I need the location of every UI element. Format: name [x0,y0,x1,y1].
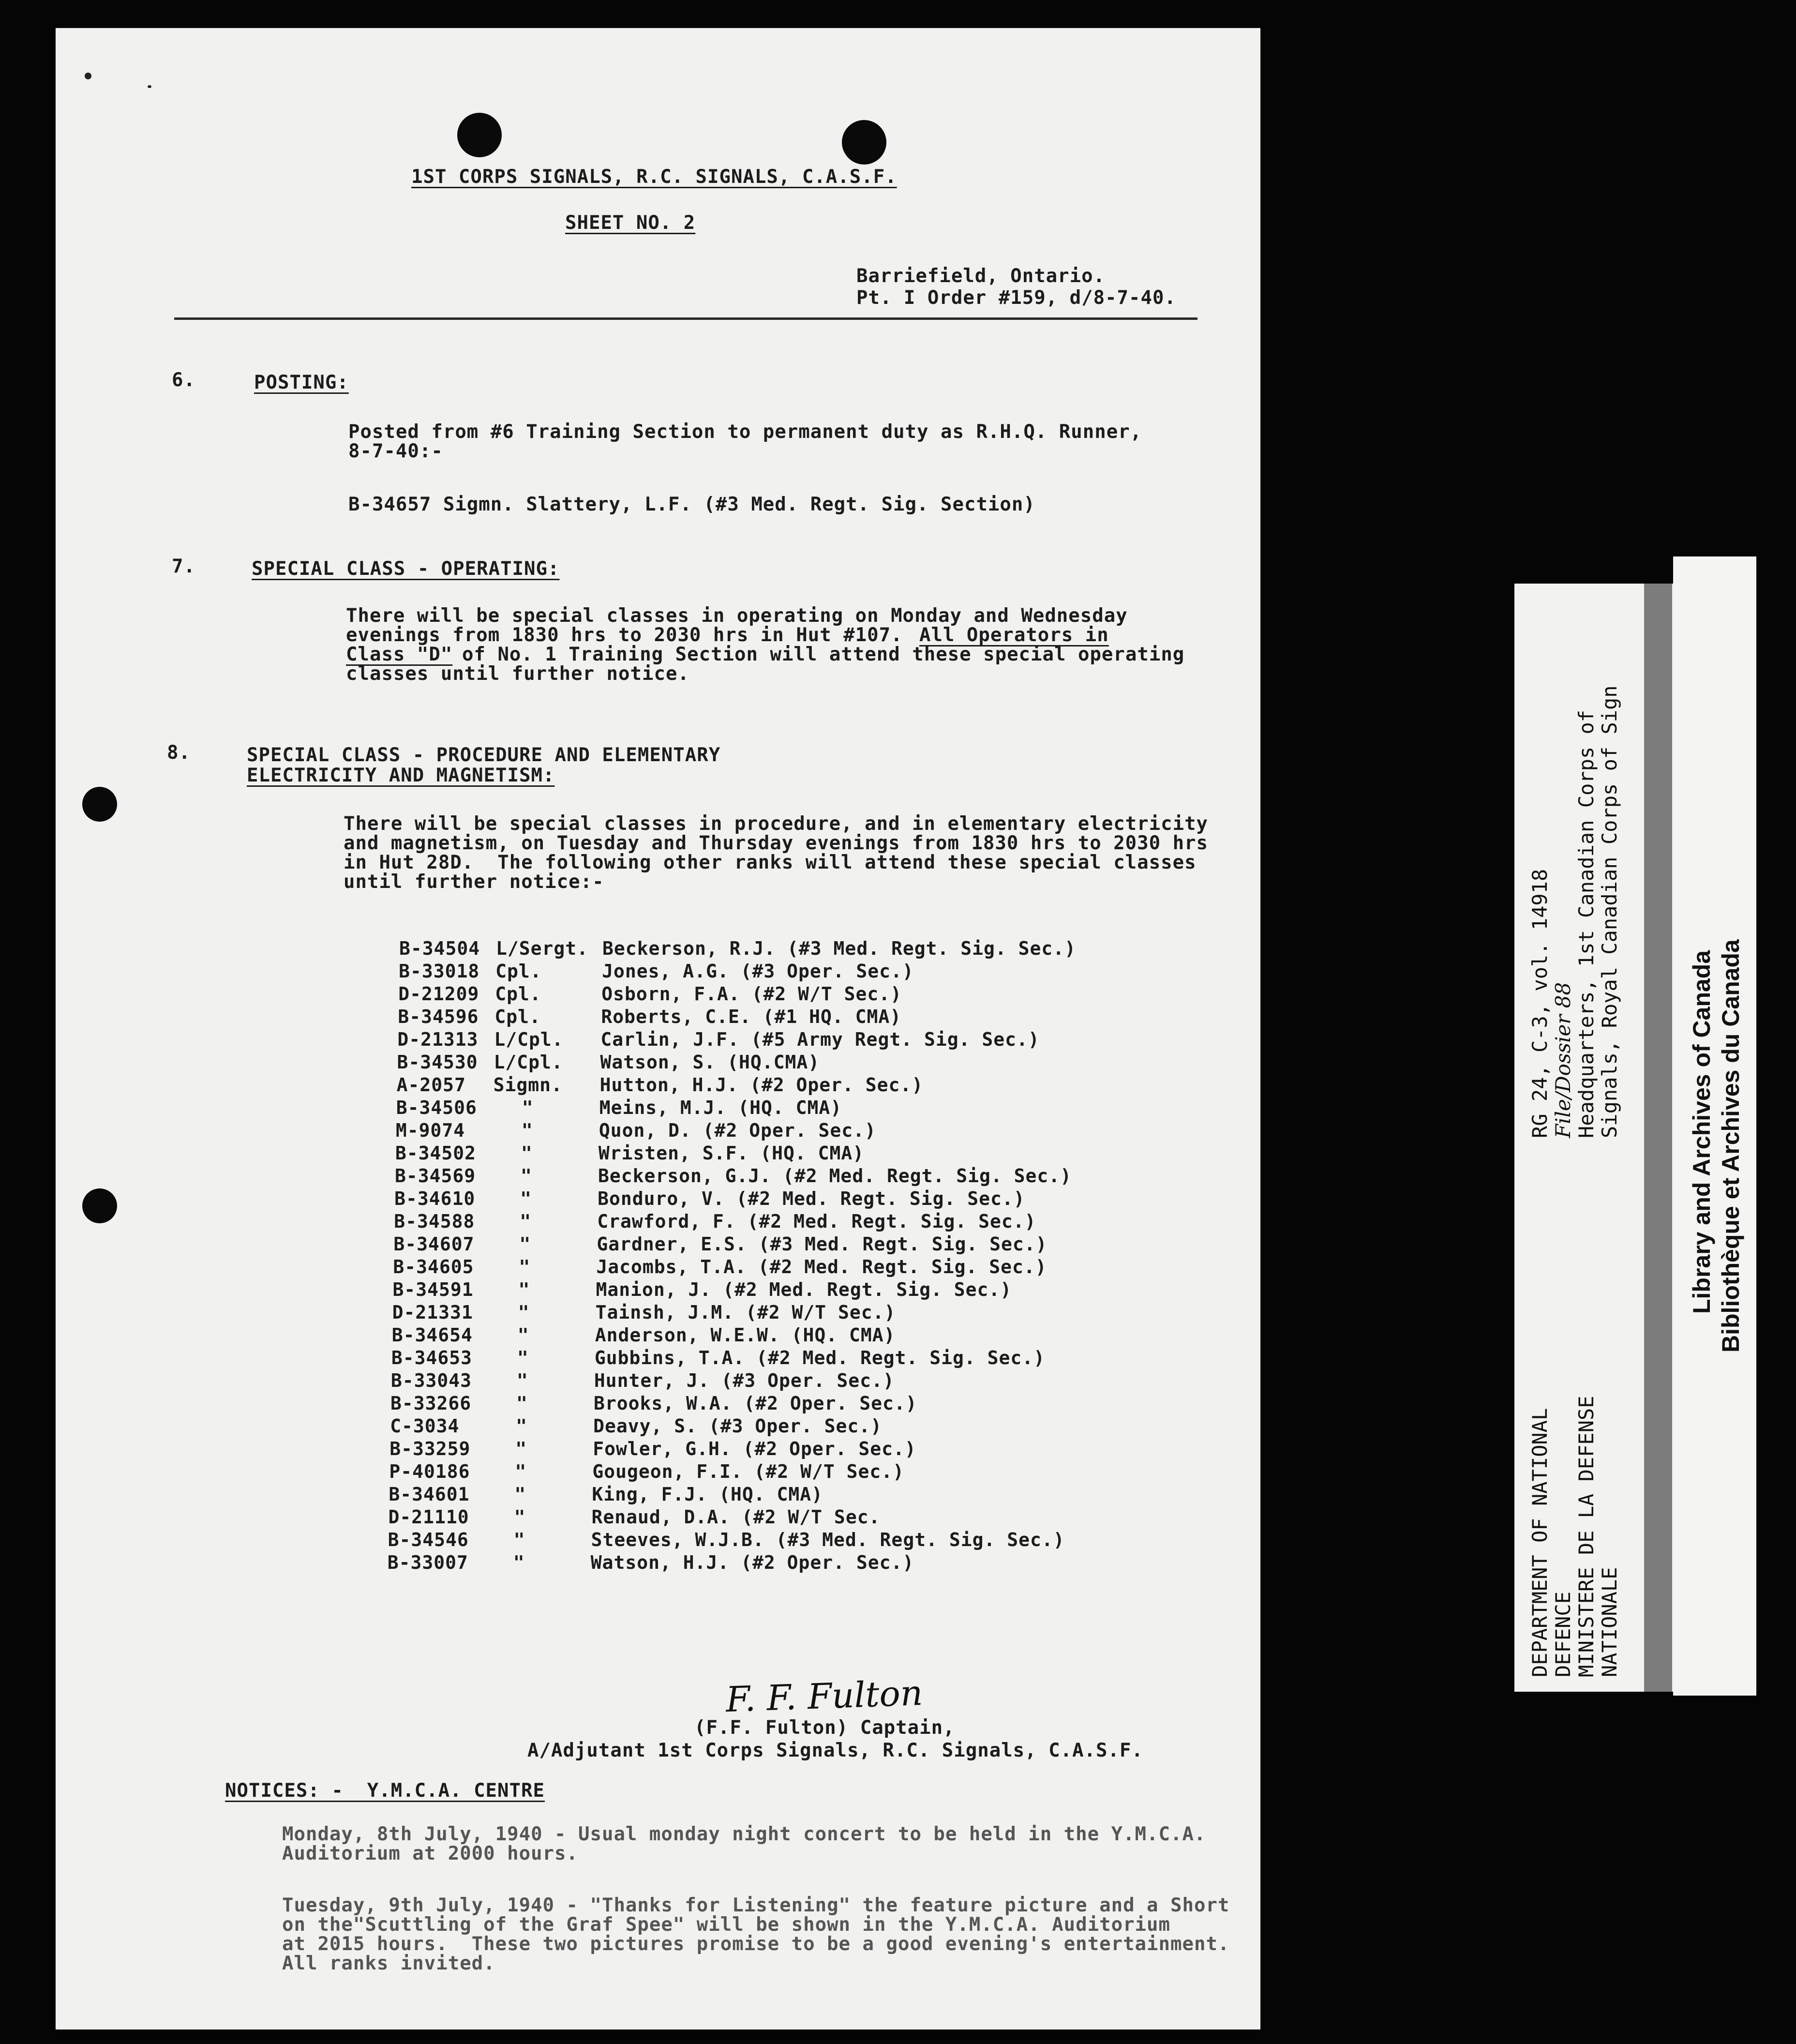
roster-rank: " [518,1279,530,1300]
roster-rank: Cpl. [495,983,541,1005]
roster-name: Renaud, D.A. (#2 W/T Sec. [591,1506,881,1528]
section-6-line-2: 8-7-40:- [348,440,443,462]
roster-service-number: B-33007 [387,1552,468,1573]
roster-rank: " [514,1484,526,1505]
document-sheet [56,28,1260,2029]
section-6-title: POSTING: [254,372,349,393]
roster-name: Meins, M.J. (HQ. CMA) [599,1097,842,1118]
roster-name: King, F.J. (HQ. CMA) [592,1484,823,1505]
roster-rank: " [520,1188,532,1209]
roster-name: Deavy, S. (#3 Oper. Sec.) [593,1415,883,1437]
roster-service-number: B-34596 [398,1006,479,1027]
roster-rank: Sigmn. [493,1074,563,1096]
roster-rank: L/Cpl. [494,1052,563,1073]
roster-name: Anderson, W.E.W. (HQ. CMA) [595,1324,896,1346]
sheet-number: SHEET NO. 2 [565,212,696,234]
roster-name: Quon, D. (#2 Oper. Sec.) [599,1120,876,1141]
roster-service-number: C-3034 [390,1415,460,1437]
section-6-number: 6. [172,369,195,391]
roster-name: Jacombs, T.A. (#2 Med. Regt. Sig. Sec.) [596,1256,1047,1278]
ink-speck [148,85,151,88]
signatory-title: A/Adjutant 1st Corps Signals, R.C. Signals, C.A.S.F. [527,1740,1143,1761]
description-line-2: Signals, Royal Canadian Corps of Sign [1598,685,1621,1138]
roster-name: Hutton, H.J. (#2 Oper. Sec.) [599,1074,924,1096]
section-8-title-b: ELECTRICITY AND MAGNETISM: [247,765,555,786]
roster-service-number: B-33259 [389,1438,471,1459]
roster-name: Beckerson, G.J. (#2 Med. Regt. Sig. Sec.) [598,1165,1072,1187]
section-6-line-1: Posted from #6 Training Section to permanent duty as R.H.Q. Runner, [348,421,1142,443]
section-7-underlined-a: All Operators in [919,624,1109,646]
roster-service-number: M-9074 [395,1120,465,1141]
roster-rank: " [516,1415,527,1437]
lac-french: Bibliothèque et Archives du Canada [1717,939,1744,1353]
punch-hole [82,1188,117,1223]
roster-rank: " [513,1552,525,1573]
roster-rank: Cpl. [494,1006,541,1027]
handwritten-signature: F. F. Fulton [725,1672,924,1720]
section-7-title: SPECIAL CLASS - OPERATING: [252,558,560,580]
lac-label [1673,556,1756,1696]
notice-1-line-2: Auditorium at 2000 hours. [282,1843,578,1864]
ink-speck [85,73,91,79]
notice-1-line-1: Monday, 8th July, 1940 - Usual monday night concert to be held in the Y.M.C.A. [282,1823,1206,1845]
section-6-entry: B-34657 Sigmn. Slattery, L.F. (#3 Med. Regt. Sig. Section) [348,494,1035,515]
roster-name: Watson, S. (HQ.CMA) [600,1052,820,1073]
roster-rank: " [522,1097,534,1118]
roster-rank: " [518,1302,530,1323]
roster-name: Watson, H.J. (#2 Oper. Sec.) [590,1552,914,1573]
section-7-underlined-b: Class "D" [346,644,453,665]
roster-service-number: B-34591 [392,1279,474,1300]
roster-service-number: B-34653 [391,1347,472,1368]
roster-service-number: B-34605 [393,1256,474,1278]
section-8-number: 8. [167,742,191,764]
section-7-line-2: evenings from 1830 hrs to 2030 hrs in Hut #107. [346,624,903,646]
department-line-3: MINISTERE DE LA DEFENSE [1574,1396,1598,1677]
roster-service-number: D-21209 [398,983,479,1005]
order-reference: Pt. I Order #159, d/8-7-40. [856,287,1176,309]
roster-rank: " [519,1233,531,1255]
roster-rank: " [517,1347,529,1368]
notice-2-line-4: All ranks invited. [282,1953,495,1974]
roster-rank: Cpl. [495,961,542,982]
roster-name: Beckerson, R.J. (#3 Med. Regt. Sig. Sec.) [602,938,1076,959]
roster-name: Osborn, F.A. (#2 W/T Sec.) [601,983,902,1005]
roster-service-number: B-33266 [390,1393,472,1414]
roster-service-number: D-21313 [397,1029,479,1050]
roster-rank: " [521,1120,533,1141]
roster-rank: L/Sergt. [496,938,589,959]
unit-heading: 1ST CORPS SIGNALS, R.C. SIGNALS, C.A.S.F. [411,166,897,188]
section-8-title-a: SPECIAL CLASS - PROCEDURE AND ELEMENTARY [247,744,721,766]
roster-service-number: D-21110 [388,1506,469,1528]
description-line-1: Headquarters, 1st Canadian Corps of [1574,709,1598,1138]
punch-hole [82,787,117,822]
roster-service-number: D-21331 [392,1302,473,1323]
roster-name: Brooks, W.A. (#2 Oper. Sec.) [594,1393,917,1414]
department-line-1: DEPARTMENT OF NATIONAL [1528,1408,1552,1677]
roster-rank: " [520,1211,532,1232]
punch-hole [842,120,886,165]
roster-rank: " [517,1324,529,1346]
punch-hole [457,113,502,157]
roster-service-number: B-33043 [390,1370,472,1391]
signatory-name: (F.F. Fulton) Captain, [694,1717,955,1739]
roster-name: Fowler, G.H. (#2 Oper. Sec.) [593,1438,916,1459]
roster-service-number: P-40186 [389,1461,470,1482]
roster-name: Manion, J. (#2 Med. Regt. Sig. Sec.) [596,1279,1012,1300]
section-8-line-3: in Hut 28D. The following other ranks will attend these special classes [344,852,1197,873]
roster-service-number: B-33018 [399,961,480,982]
roster-rank: " [521,1165,532,1187]
roster-name: Steeves, W.J.B. (#3 Med. Regt. Sig. Sec.) [591,1529,1065,1550]
department-line-4: NATIONALE [1598,1567,1621,1677]
section-7-number: 7. [172,556,195,577]
roster-rank: L/Cpl. [494,1029,564,1050]
lac-english: Library and Archives of Canada [1688,950,1715,1314]
roster-rank: " [514,1506,526,1528]
roster-service-number: B-34607 [393,1233,475,1255]
file-dossier: File/Dossier 88 [1551,982,1575,1138]
notice-2-line-3: at 2015 hours. These two pictures promise to be a good evening's entertainment. [282,1933,1230,1955]
roster-name: Hunter, J. (#3 Oper. Sec.) [594,1370,895,1391]
roster-service-number: B-34504 [399,938,480,959]
section-8-line-2: and magnetism, on Tuesday and Thursday evenings from 1830 hrs to 2030 hrs [344,832,1209,854]
roster-name: Roberts, C.E. (#1 HQ. CMA) [601,1006,902,1027]
roster-name: Gougeon, F.I. (#2 W/T Sec.) [592,1461,905,1482]
roster-name: Wristen, S.F. (HQ. CMA) [598,1142,865,1164]
roster-rank: " [513,1529,525,1550]
roster-rank: " [515,1438,527,1459]
header-rule [174,317,1197,320]
notices-heading: NOTICES: - Y.M.C.A. CENTRE [225,1780,545,1802]
roster-name: Bonduro, V. (#2 Med. Regt. Sig. Sec.) [598,1188,1025,1209]
location: Barriefield, Ontario. [856,265,1106,287]
roster-rank: " [519,1256,531,1278]
roster-service-number: B-34654 [391,1324,473,1346]
notice-2-line-2: on the"Scuttling of the Graf Spee" will be shown in the Y.M.C.A. Auditorium [282,1914,1170,1936]
department-line-2: DEFENCE [1551,1591,1575,1677]
roster-name: Carlin, J.F. (#5 Army Regt. Sig. Sec.) [600,1029,1040,1050]
label-divider-strip [1644,584,1672,1692]
roster-name: Jones, A.G. (#3 Oper. Sec.) [602,961,914,982]
record-group-ref: RG 24, C-3, vol. 14918 [1528,869,1552,1138]
roster-service-number: B-34506 [396,1097,477,1118]
roster-name: Crawford, F. (#2 Med. Regt. Sig. Sec.) [597,1211,1036,1232]
roster-service-number: B-34530 [397,1052,478,1073]
section-7-line-1: There will be special classes in operating on Monday and Wednesday [346,605,1128,627]
roster-rank: " [521,1142,533,1164]
section-7-line-3: of No. 1 Training Section will attend these special operating [462,644,1185,665]
roster-name: Gardner, E.S. (#3 Med. Regt. Sig. Sec.) [597,1233,1048,1255]
roster-service-number: B-34610 [394,1188,476,1209]
roster-rank: " [515,1461,527,1482]
roster-service-number: B-34601 [389,1484,470,1505]
roster-service-number: B-34546 [388,1529,469,1550]
section-7-line-4: classes until further notice. [346,663,689,685]
roster-name: Tainsh, J.M. (#2 W/T Sec.) [595,1302,896,1323]
notice-2-line-1: Tuesday, 9th July, 1940 - "Thanks for Listening" the feature picture and a Short [282,1894,1230,1916]
roster-service-number: B-34588 [394,1211,475,1232]
section-8-line-1: There will be special classes in procedure, and in elementary electricity [344,813,1209,835]
roster-rank: " [516,1393,528,1414]
section-8-line-4: until further notice:- [344,871,604,893]
roster-rank: " [516,1370,528,1391]
roster-name: Gubbins, T.A. (#2 Med. Regt. Sig. Sec.) [594,1347,1046,1368]
roster-service-number: B-34502 [395,1142,477,1164]
roster-service-number: B-34569 [395,1165,476,1187]
roster-service-number: A-2057 [396,1074,466,1096]
